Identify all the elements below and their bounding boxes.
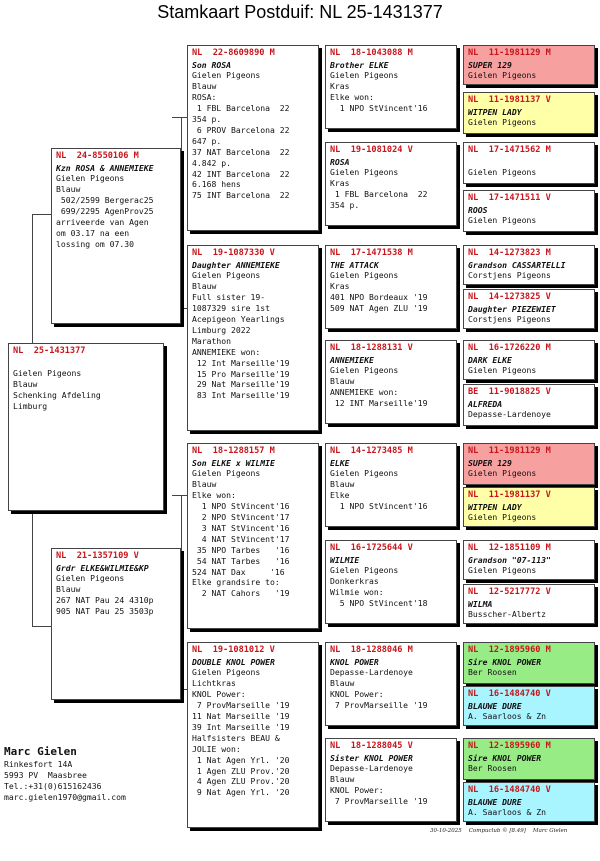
pedigree-line: Gielen Pigeons <box>468 468 537 479</box>
connector <box>457 260 458 309</box>
spacer <box>13 358 159 369</box>
pedigree-line: 354 p. <box>330 200 360 211</box>
pedigree-line: KNOL Power: <box>330 785 384 796</box>
pigeon-name: Sire KNOL POWER <box>468 752 542 763</box>
pedigree-line: 6 PROV Barcelona 22 <box>192 124 290 135</box>
pedigree-line: 35 NPO Tarbes '16 <box>192 544 290 555</box>
pedigree-line: 39 Int Marseille '19 <box>192 721 290 732</box>
pedigree-line: 1 Nat Agen Yrl. '20 <box>192 754 290 765</box>
ring-number: NL 24-8550106 M <box>56 151 139 161</box>
pedigree-line: Blauw <box>56 584 81 595</box>
ring-number: NL 12-1895960 M <box>468 741 551 751</box>
pedigree-line: Gielen Pigeons <box>330 167 399 178</box>
pigeon-name: DOUBLE KNOL POWER <box>192 656 275 667</box>
ring-number: NL 18-1288045 V <box>330 741 413 751</box>
ggparent-card-14[interactable] <box>463 686 595 726</box>
pigeon-name: SUPER 129 <box>468 457 512 468</box>
ring-number: NL 11-1981129 M <box>468 446 551 456</box>
pedigree-line: 2 NPO StVincent'17 <box>192 512 290 523</box>
page-title: Stamkaart Postduif: NL 25-1431377 <box>157 2 443 22</box>
pedigree-line: Depasse-Lardenoye <box>330 763 413 774</box>
pedigree-line: Kras <box>330 178 350 189</box>
pedigree-line: 905 NAT Pau 25 3503p <box>56 606 154 617</box>
ring-number: NL 12-1851109 M <box>468 543 551 553</box>
pedigree-line: Gielen Pigeons <box>468 117 537 128</box>
ring-number: NL 22-8609890 M <box>192 48 275 58</box>
pigeon-name: Brother ELKE <box>330 59 389 70</box>
pedigree-line: 647 p. <box>192 135 222 146</box>
pedigree-line: Gielen Pigeons <box>468 167 537 178</box>
pigeon-name: WILMIE <box>330 554 360 565</box>
pedigree-line: 502/2599 Bergerac25 <box>56 195 154 206</box>
pedigree-line: Corstjens Pigeons <box>468 314 551 325</box>
connector <box>457 357 458 405</box>
ring-number: NL 18-1288157 M <box>192 446 275 456</box>
owner-info <box>4 744 174 803</box>
pigeon-name: Grandson CASSARTELLI <box>468 259 566 270</box>
owner-phone: Tel.:+31(0)615162436 <box>4 781 102 791</box>
pedigree-line: Busscher-Albertz <box>468 609 546 620</box>
pedigree-line: 4 Agen ZLU Prov.'20 <box>192 776 290 787</box>
pedigree-line: Blauw <box>192 479 217 490</box>
pedigree-line: Blauw <box>192 81 217 92</box>
subject-pigeon-card[interactable] <box>8 343 164 511</box>
pigeon-name: WITPEN LADY <box>468 501 522 512</box>
pedigree-line: 1 NPO StVincent'16 <box>330 501 428 512</box>
pedigree-line: 29 Nat Marseille'19 <box>192 379 290 390</box>
connector <box>319 70 320 166</box>
ring-number: NL 12-5217772 V <box>468 587 551 597</box>
pedigree-line: 75 INT Barcelona 22 <box>192 190 290 201</box>
ring-number: NL 11-1981129 M <box>468 48 551 58</box>
pigeon-name: ROOS <box>468 204 488 215</box>
pedigree-line: 3 NAT StVincent'16 <box>192 522 290 533</box>
pedigree-line: Blauw <box>192 281 217 292</box>
connector <box>172 117 187 118</box>
pedigree-line: 83 Int Marseille'19 <box>192 390 290 401</box>
owner-email[interactable]: marc.gielen1970@gmail.com <box>4 792 126 802</box>
pedigree-line: Corstjens Pigeons <box>468 270 551 281</box>
pedigree-line: Gielen Pigeons <box>330 270 399 281</box>
ggparent-card-2[interactable] <box>463 92 595 134</box>
ggparent-card-12[interactable] <box>463 584 595 624</box>
pedigree-line: Acepigeon Yearlings <box>192 314 285 325</box>
ring-number: NL 17-1471538 M <box>330 248 413 258</box>
pedigree-line: om 03.17 na een <box>56 227 130 238</box>
sire-sire-card[interactable] <box>187 45 319 231</box>
connector <box>457 163 458 212</box>
pedigree-line: 37 NAT Barcelona 22 <box>192 146 290 157</box>
pigeon-name: Son ELKE x WILMIE <box>192 457 275 468</box>
pigeon-name: WITPEN LADY <box>468 106 522 117</box>
pedigree-line: Gielen Pigeons <box>468 70 537 81</box>
pedigree-line: A. Saarloos & Zn <box>468 807 546 818</box>
pedigree-line: 7 ProvMarseille '19 <box>330 700 428 711</box>
pedigree-line: Elke <box>330 490 350 501</box>
pedigree-line: 7 ProvMarseille '19 <box>330 796 428 807</box>
ring-number: NL 18-1043088 M <box>330 48 413 58</box>
pedigree-line: 4 NAT StVincent'17 <box>192 533 290 544</box>
pedigree-line: 1087329 sire 1st <box>192 303 270 314</box>
pedigree-line: Marathon <box>192 335 231 346</box>
ggparent-card-4[interactable] <box>463 190 595 232</box>
pigeon-name: ANNEMIEKE <box>330 354 374 365</box>
pedigree-line: Elke grandsire to: <box>192 577 280 588</box>
pigeon-name: Son ROSA <box>192 59 231 70</box>
connector <box>319 265 320 362</box>
pedigree-line: Gielen Pigeons <box>468 565 537 576</box>
sire-dam-dam-card[interactable] <box>325 340 457 424</box>
pedigree-line: arriveerde van Agen <box>56 217 149 228</box>
sire-sire-dam-card[interactable] <box>325 142 457 226</box>
pedigree-line: Kras <box>330 81 350 92</box>
pedigree-line: Lichtkras <box>192 678 236 689</box>
pedigree-line: 1 NPO StVincent'16 <box>330 103 428 114</box>
ring-number: NL 18-1288131 V <box>330 343 413 353</box>
pedigree-line: Gielen Pigeons <box>330 565 399 576</box>
pedigree-line: 9 Nat Agen Yrl. '20 <box>192 787 290 798</box>
pedigree-line: 699/2295 AgenProv25 <box>56 206 154 217</box>
ring-number: NL 14-1273823 M <box>468 248 551 258</box>
connector <box>32 626 51 627</box>
pedigree-line: Gielen Pigeons <box>330 70 399 81</box>
pedigree-line: 524 NAT Dax '16 <box>192 566 285 577</box>
pedigree-line: 15 Pro Marseille'19 <box>192 368 290 379</box>
footer-credit: 30-10-2025 Compuclub © [8.49] Marc Gielen <box>430 828 568 834</box>
pedigree-line: lossing om 07.30 <box>56 238 134 249</box>
sire-dam-sire-card[interactable] <box>325 245 457 329</box>
pedigree-line: Gielen Pigeons <box>468 512 537 523</box>
pigeon-name: Sister KNOL POWER <box>330 752 413 763</box>
connector <box>172 495 187 496</box>
ggparent-card-1[interactable] <box>463 45 595 85</box>
pedigree-line: Kras <box>330 281 350 292</box>
pedigree-line: Gielen Pigeons <box>56 573 125 584</box>
ring-number: NL 14-1273485 M <box>330 446 413 456</box>
dam-dam-card[interactable] <box>187 642 319 828</box>
pedigree-line: ROSA: <box>192 92 217 103</box>
spacer <box>468 157 590 168</box>
dam-sire-card[interactable] <box>187 443 319 629</box>
pedigree-line: 267 NAT Pau 24 4310p <box>56 595 154 606</box>
ring-number: NL 16-1484740 V <box>468 689 551 699</box>
ring-number: NL 21-1357109 V <box>56 551 139 561</box>
pedigree-line: Full sister 19- <box>192 292 266 303</box>
pedigree-line: Gielen Pigeons <box>468 215 537 226</box>
dam-card[interactable] <box>51 548 181 700</box>
pigeon-name: Grdr ELKE&WILMIE&KP <box>56 562 149 573</box>
pigeon-name: BLAUWE DURE <box>468 796 522 807</box>
connector <box>181 495 182 689</box>
pigeon-name: DARK ELKE <box>468 354 512 365</box>
ring-number: BE 11-9018825 V <box>468 387 551 397</box>
pigeon-name: Sire KNOL POWER <box>468 656 542 667</box>
pedigree-line: ANNEMIEKE won: <box>330 387 399 398</box>
ring-number: NL 11-1981137 V <box>468 95 551 105</box>
connector <box>319 657 320 755</box>
ring-number: NL 25-1431377 <box>13 346 86 356</box>
pedigree-line: Blauw <box>330 479 355 490</box>
pedigree-line: Halfsisters BEAU & <box>192 732 280 743</box>
ggparent-card-9[interactable] <box>463 443 595 485</box>
pedigree-line: 1 Agen ZLU Prov.'20 <box>192 765 290 776</box>
sire-dam-card[interactable] <box>187 245 319 431</box>
pedigree-line: Depasse-Lardenoye <box>330 667 413 678</box>
pedigree-line: Depasse-Lardenoye <box>468 409 551 420</box>
pigeon-name: THE ATTACK <box>330 259 379 270</box>
pedigree-line: 401 NPO Bordeaux '19 <box>330 292 428 303</box>
pedigree-line: Blauw <box>330 678 355 689</box>
dam-sire-sire-card[interactable] <box>325 443 457 527</box>
dam-sire-dam-card[interactable] <box>325 540 457 624</box>
pedigree-line: JOLIE won: <box>192 743 241 754</box>
owner-name: Marc Gielen <box>4 745 77 758</box>
ggparent-card-3[interactable] <box>463 142 595 184</box>
pedigree-line: Ber Roosen <box>468 763 517 774</box>
ggparent-card-8[interactable] <box>463 384 595 426</box>
pedigree-line: Gielen Pigeons <box>330 365 399 376</box>
ggparent-card-13[interactable] <box>463 642 595 684</box>
connector <box>457 65 458 113</box>
ggparent-card-5[interactable] <box>463 245 595 285</box>
ggparent-card-10[interactable] <box>463 487 595 527</box>
ring-number: NL 19-1081024 V <box>330 145 413 155</box>
pedigree-line: 4.842 p. <box>192 157 231 168</box>
pedigree-line: A. Saarloos & Zn <box>468 711 546 722</box>
ggparent-card-16[interactable] <box>463 782 595 822</box>
pedigree-line: 6.168 hens <box>192 179 241 190</box>
ring-number: NL 16-1726220 M <box>468 343 551 353</box>
pigeon-name: Daughter ANNEMIEKE <box>192 259 280 270</box>
pigeon-name: Daughter PIEZEWIET <box>468 303 556 314</box>
ring-number: NL 16-1484740 V <box>468 785 551 795</box>
ggparent-card-11[interactable] <box>463 540 595 580</box>
pedigree-line: Gielen Pigeons <box>56 173 125 184</box>
connector <box>32 214 51 215</box>
pedigree-line: Wilmie won: <box>330 587 384 598</box>
pedigree-line: 12 INT Marseille'19 <box>330 398 428 409</box>
pedigree-line: Gielen Pigeons <box>468 365 537 376</box>
connector <box>319 460 320 557</box>
pedigree-line: Elke won: <box>330 92 374 103</box>
dam-dam-dam-card[interactable] <box>325 738 457 822</box>
connector <box>457 650 458 699</box>
ring-number: NL 17-1471511 V <box>468 193 551 203</box>
sire-card[interactable] <box>51 148 181 324</box>
pedigree-line: 11 Nat Marseille '19 <box>192 711 290 722</box>
pedigree-line: Blauw <box>56 184 81 195</box>
pigeon-name: ROSA <box>330 156 350 167</box>
pigeon-name: SUPER 129 <box>468 59 512 70</box>
ring-number: NL 19-1081012 V <box>192 645 275 655</box>
pedigree-line: Blauw <box>13 379 38 390</box>
ring-number: NL 18-1288046 M <box>330 645 413 655</box>
pedigree-line: 12 Int Marseille'19 <box>192 357 290 368</box>
pedigree-line: Gielen Pigeons <box>330 468 399 479</box>
pigeon-name: KNOL POWER <box>330 656 379 667</box>
pedigree-line: 42 INT Barcelona 22 <box>192 168 290 179</box>
pedigree-line: 1 FBL Barcelona 22 <box>192 103 290 114</box>
pedigree-line: 7 ProvMarseille '19 <box>192 700 290 711</box>
pedigree-line: Schenking Afdeling <box>13 390 101 401</box>
ggparent-card-6[interactable] <box>463 289 595 329</box>
connector <box>457 748 458 796</box>
dam-dam-sire-card[interactable] <box>325 642 457 726</box>
pedigree-line: Gielen Pigeons <box>192 270 261 281</box>
pedigree-line: 1 NPO StVincent'16 <box>192 501 290 512</box>
ring-number: NL 14-1273825 V <box>468 292 551 302</box>
pedigree-line: 2 NAT Cahors '19 <box>192 588 290 599</box>
pedigree-line: Gielen Pigeons <box>192 667 261 678</box>
connector <box>457 455 458 504</box>
ggparent-card-7[interactable] <box>463 340 595 380</box>
ring-number: NL 19-1087330 V <box>192 248 275 258</box>
pedigree-line: Blauw <box>330 376 355 387</box>
pigeon-name: Grandson "07-113" <box>468 554 551 565</box>
ggparent-card-15[interactable] <box>463 738 595 780</box>
owner-address: Rinkesfort 14A <box>4 759 73 769</box>
pedigree-line: 54 NAT Tarbes '16 <box>192 555 290 566</box>
ring-number: NL 11-1981137 V <box>468 490 551 500</box>
pedigree-line: Ber Roosen <box>468 667 517 678</box>
owner-city: 5993 PV Maasbree <box>4 770 87 780</box>
pedigree-line: Limburg 2022 <box>192 324 251 335</box>
pedigree-line: KNOL Power: <box>192 689 246 700</box>
pigeon-name: Kzn ROSA & ANNEMIEKE <box>56 162 154 173</box>
pedigree-line: Gielen Pigeons <box>192 70 261 81</box>
pedigree-line: Gielen Pigeons <box>192 468 261 479</box>
connector <box>181 117 182 308</box>
pedigree-line: Limburg <box>13 401 48 412</box>
pedigree-line: KNOL Power: <box>330 689 384 700</box>
pedigree-line: 354 p. <box>192 114 222 125</box>
sire-sire-sire-card[interactable] <box>325 45 457 129</box>
connector <box>457 553 458 601</box>
pedigree-line: Blauw <box>330 774 355 785</box>
pedigree-line: 5 NPO StVincent'18 <box>330 598 428 609</box>
pigeon-name: ELKE <box>330 457 350 468</box>
pedigree-line: 509 NAT Agen ZLU '19 <box>330 303 428 314</box>
pedigree-line: Elke won: <box>192 490 236 501</box>
pigeon-name: ALFREDA <box>468 398 503 409</box>
pigeon-name: WILMA <box>468 598 493 609</box>
pigeon-name: BLAUWE DURE <box>468 700 522 711</box>
ring-number: NL 16-1725644 V <box>330 543 413 553</box>
pedigree-line: 1 FBL Barcelona 22 <box>330 189 428 200</box>
pedigree-line: Gielen Pigeons <box>13 368 82 379</box>
pedigree-line: Donkerkras <box>330 576 379 587</box>
ring-number: NL 12-1895960 M <box>468 645 551 655</box>
pedigree-line: ANNEMIEKE won: <box>192 346 261 357</box>
ring-number: NL 17-1471562 M <box>468 145 551 155</box>
